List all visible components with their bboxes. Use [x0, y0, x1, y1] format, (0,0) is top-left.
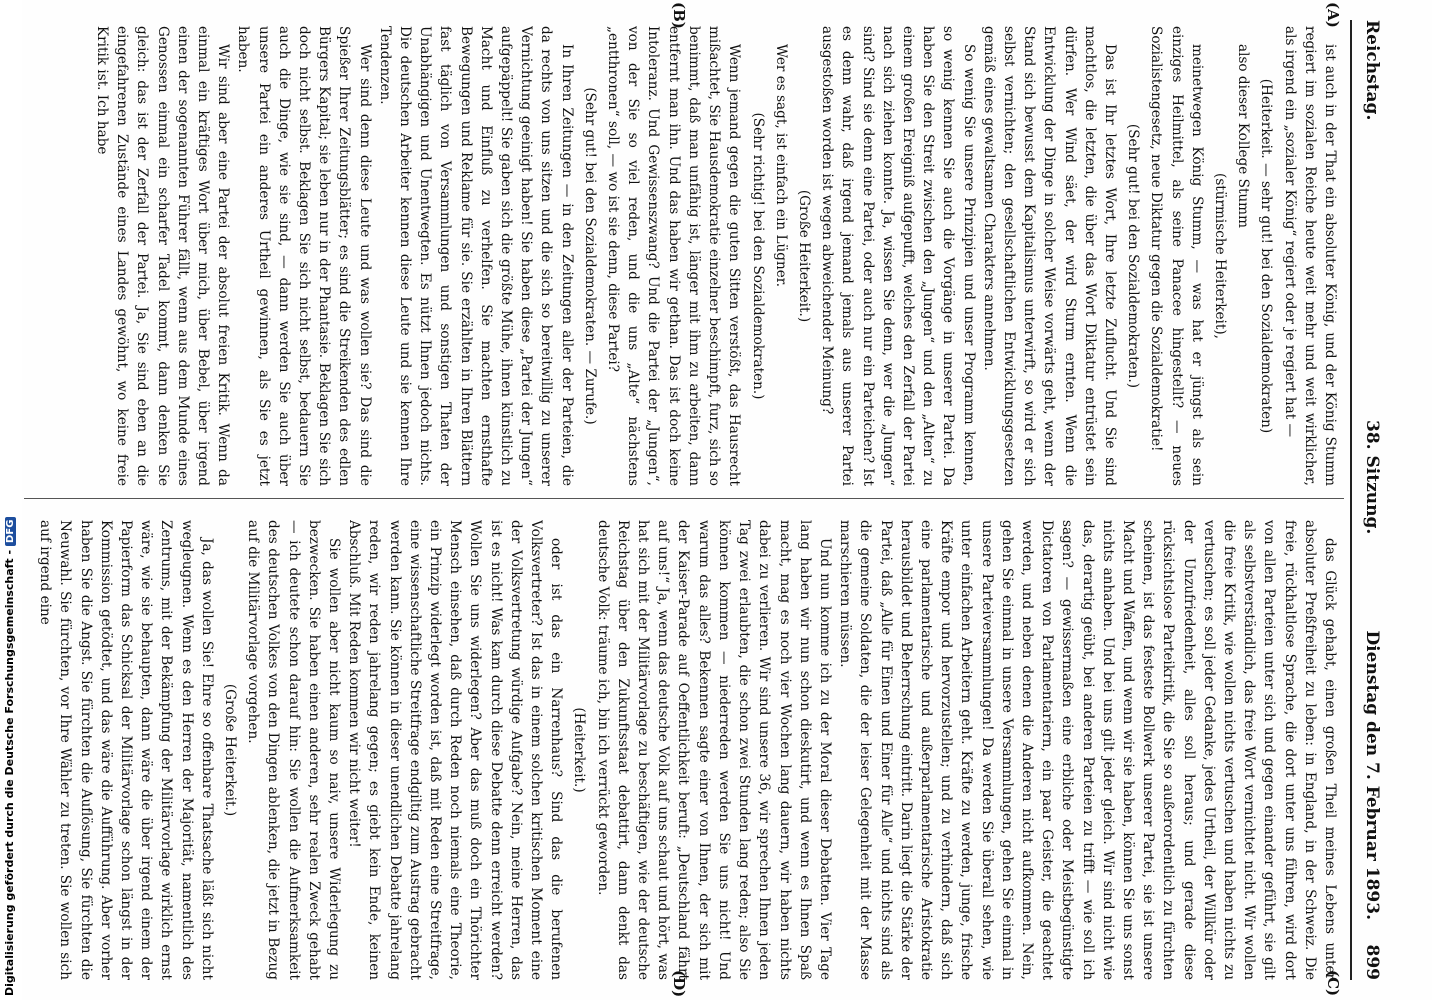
marker-b: (B): [670, 2, 688, 29]
paragraph: das Glück gehabt, einen großen Theil meines Lebens unter absoluter Preßfreiheit zu leben: in England, in der Schweiz. Die freie, rückhaltlose Sprache, die dort unter uns führen, wird dort von allen Parteien unter sich und gegen einander geführt, sie gilt als selbstverständlich, das freie Wort vernichtet nicht. Wir wollen die freie Kritik, wie wollen nichts vertuschen und haben nichts zu vertuschen; es soll jeder Gedanke, jedes Urtheil, der Willkür oder der Unzufriedenheit, alles soll heraus; und gerade diese rücksichtslose Parteikritik, die Sie so außerordentlich zu fürchten scheinen, ist das festeste Bollwerk unserer Partei, sie ist unsere Macht und Waffen, und wenn wir sie haben, können Sie uns sonst nichts anhaben. Und bei uns gilt jeder gleich. Wir sind nicht wie das, derartig geübt, bei anderen Parteien zu trifft — wie soll ich sagen? — gewissermaßen eine erbliche oder Meistbegünstigte Dictatoren von Parlamentariern, ein paar Geister, die geachtet werden, und neben denen die Anderen nicht aufkommen. Nein, gehen Sie einmal in unsere Versammlungen, gehen Sie einmal in unsere Parteiversammlungen! Da werden Sie überall sehen, wie unter einfachen Arbeitern geht. Kräfte zu werden, junge, frische Kräfte empor und hervorzustellen; und zu verhindern, daß sich eine parlamentarische und außerparlamentarische Aristokratie herausbildet und Beherrschung eintritt. Darin liegt die Stärke der Partei, daß „Alle für Einen und Einer für Alle“ und nichts sind als die gemeine Soldaten, die der leiser Gelegenheit mit der Masse marschieren müssen.: [837, 520, 1338, 980]
header-date: Dienstag den 7. Februar 1893.: [1362, 630, 1382, 920]
page-number: 899: [1362, 944, 1382, 980]
header-rule: [1350, 20, 1352, 980]
funding-text: Digitalisierung gefördert durch die Deutsche Forschungsgemeinschaft -: [3, 549, 16, 996]
paragraph: Wir sind aber eine Partei der absolut freien Kritik. Wenn da einmal ein kräftiges Wort über mich, über Bebel, über irgend einen der sogenannten Führer fällt, wenn aus dem Munde eines Genossen einmal ein scharfer Tadel kommt, dann denken Sie gleich: das ist der Zerfall der Partei. Ja, Sie sind eben an die eingefahrenen Zustände eines Landes gewöhnt, wo keine freie Kritik ist. Ich habe: [94, 26, 232, 486]
interjection: (Sehr richtig! bei den Sozialdemokraten.): [749, 112, 766, 400]
header-session: 38. Sitzung.: [1362, 420, 1382, 535]
paragraph: Wenn jemand gegen die guten Sitten verstößt, das Hausrecht mißachtet, Sie Hausdemokratie einzelner beschimpft, furz, sich so benimmt, daß man unfähig ist, länger mit ihm zu arbeiten, dann entfernt man ihn. Und das haben wir gethan. Das ist doch keine Intoleranz. Und Gewissenszwang? Und die Partei der „Jungen“, von der Sie so viel reden, und die uns „Alte“ nächstens „entthronen“ soll, — wo ist sie denn, diese Partei?: [605, 26, 743, 486]
paragraph: Wer sind denn diese Leute und was wollen sie? Das sind die Spießer Ihrer Zeitungsblätter; es sind die Streikenden des edlen Bürgers Kapital; sie leben nur in der Phantasie. Beklagen Sie sich doch nicht selbst. Beklagen Sie sich nicht selbst, bedauern Sie auch die Dinge, wie sie sind, — dann werden Sie auch über unsere Partei ein anderes Urtheil gewinnen, als Sie es jetzt haben.: [235, 26, 373, 486]
paragraph: In Ihren Zeitungen — in den Zeitungen aller der Parteien, die da rechts von uns sitzen und die sich so bereitwillig zu unserer Vernichtung geeinigt haben! Sie haben diese „Partei der Jungen“ aufgepäppelt! Sie gaben sich die größte Mühe, ihnen künstlich zu Macht und Einfluß zu verhelfen. Sie machten ernsthafte Bewegungen und Reklame für sie. Sie erzählten in Ihren Blättern fast täglich von Versammlungen und sonstigen Thaten der Unabhängigen und Unentwegten. Es nützt Ihnen jedoch nichts. Die deutschen Arbeiter kennen diese Leute und sie kennen Ihre Tendenzen.: [376, 26, 575, 486]
header-left: Reichstag.: [1362, 20, 1382, 121]
marker-a: (A): [1324, 2, 1342, 28]
interjection: (Sehr gut! bei den Sozialdemokraten. — Zurufe.): [581, 87, 598, 425]
paragraph: ist auch in der That ein absoluter König, und der König Stumm regiert im sozialen Reiche heute weit mehr und weit wirklicher, als irgend ein „sozialer König“ regiert oder je regiert hat —: [1281, 26, 1338, 486]
paragraph: Und nun komme ich zu der Moral dieser Debatten. Vier Tage lang haben wir nun schon dieskutirt, und wenn es Ihnen Spaß macht, mag es noch vier Wochen lang dauern, wir haben nichts dabei zu verlieren. Wir sind unsere 36, wir sprechen Ihnen jeden Tag zwei erlaubten, die schon zwei Stunden lang reden; also Sie können kommen — niederreden werden Sie uns nicht! Und warum das alles? Bekennen sagte einer von Ihnen, der sich mit der Kaiser-Parade auf Oeffentlichkeit beruft: „Deutschland fährt auf uns!“ Ja, wenn das deutsche Volk auf uns schaut und hört, was hat sich mit der Militärvorlage zu beschäftigen, wie der deutsche Reichstag über den Zukunftsstaat debattirt, dann denkt das deutsche Volk: träume ich, bin ich verrückt geworden.: [594, 520, 833, 980]
marker-c: (C): [1324, 970, 1342, 997]
interjection: (stürmische Heiterkeit),: [1211, 173, 1228, 339]
paragraph: oder ist das ein Narrenhaus? Sind das die berufenen Volksvertreter? Ist das in einem solchen kritischen Moment eine der Volksvertretung würdige Aufgabe? Nein, meine Herren, das ist es nicht! Was kam durch diese Debatte denn erreicht werden? Wollen Sie uns widerlegen? Aber das muß doch ein Thörichter Mensch einsehen, daß durch Reden noch niemals eine Theorie, ein Prinzip widerlegt worden ist, daß mit Reden eine Streitfrage, eine wissenschaftliche Streitfrage endgiltig zum Austrag gebracht werden kann. Sie können in dieser unendlichen Debatte jahrelang reden, wir reden jahrelang gegen; es giebt kein Ende, keinen Abschluß. Mit Reden kommen wir nicht weiter!: [346, 520, 565, 980]
left-column: [30, 26, 1340, 486]
paragraph: Wer es sagt, ist einfach ein Lügner.: [772, 44, 789, 288]
paragraph: Das ist Ihr letztes Wort, Ihre letzte Zuflucht. Und Sie sind machtlos, die letzten, die über das Wort Diktatur entrüstet sein dürfen. Wer Wind säet, der wird Sturm ernten. Wenn die Entwicklung der Dinge in solcher Weise vorwärts geht, wenn der Stand sich bewusst dem Kapitalismus unterwirft, so wird er sich selbst vernichten; den gesellschaftlichen Entwicklungsgesetzen gemäß eines gewaltsamen Charakters annehmen.: [980, 26, 1118, 486]
right-column: [30, 520, 1340, 980]
interjection: (Große Heiterkeit.): [795, 189, 812, 323]
interjection: (Heiterkeit. — sehr gut! bei den Sozialdemokraten): [1258, 78, 1275, 434]
dfg-logo: DFG: [5, 517, 16, 546]
paragraph: So wenig Sie unsere Prinzipien und unser Programm kennen, so wenig kennen Sie auch die Vorgänge in unserer Partei. Da haben Sie den Streit zwischen den „Jungen“ und den „Alten“ zu einem großen Ereigniß aufgepufft, welches den Zerfall der Partei nach sich ziehen konnte. Ja, wissen Sie denn, wer die „Jungen“ sind? Sind sie denn eine Partei, oder auch nur ein Parteichen? Ist es denn wahr, daß irgend jemand jemals aus unserer Partei ausgestoßen worden ist wegen abweichender Meinung?: [819, 26, 977, 486]
interjection: (Heiterkeit.): [571, 707, 588, 793]
paragraph: meinetwegen König Stumm, — was hat er jüngst als sein einziges Heilmittel, als seine Panacee hingestellt? — neues Sozialistengesetz, neue Diktatur gegen die Sozialdemokratie!: [1148, 26, 1205, 486]
paragraph: Sie wollen aber nicht kaum so naiv, unsere Widerlegung zu bezwecken. Sie haben einen anderen, sehr realen Zweck gehabt — ich deutete schon darauf hin: Sie wollen die Aufmerksamkeit des deutschen Volkes von den Dingen ablenken, die jetzt in Bezug auf die Militärvorlage vorgehen.: [245, 520, 343, 980]
column-divider: [24, 498, 1344, 499]
marker-d: (D): [670, 970, 688, 998]
interjection: (Sehr gut! bei den Sozialdemokraten.): [1125, 123, 1142, 389]
paragraph: also dieser Kollege Stumm: [1235, 44, 1252, 228]
interjection: (Große Heiterkeit.): [222, 683, 239, 817]
paragraph: Ja, das wollen Sie! Ehre so offenbare Thatsache läßt sich nicht wegleugnen. Wenn es den Herren der Majorität, namentlich des Zentrums, mit der Bekämpfung der Militärvorlage wirklich ernst wäre, wie sie behaupten, dann wäre die über irgend einem der Papierform das Schicksal der Militärvorlage schon längst in der Kommission getödtet, und das wäre die Aufführung. Aber vorher haben Sie die Angst. Sie fürchten die Auflösung, Sie fürchten die Neuwahl. Sie fürchten, vor Ihre Wähler zu treten. Sie wollen sich auf irgend eine: [37, 520, 215, 980]
page-header: [1354, 20, 1382, 980]
